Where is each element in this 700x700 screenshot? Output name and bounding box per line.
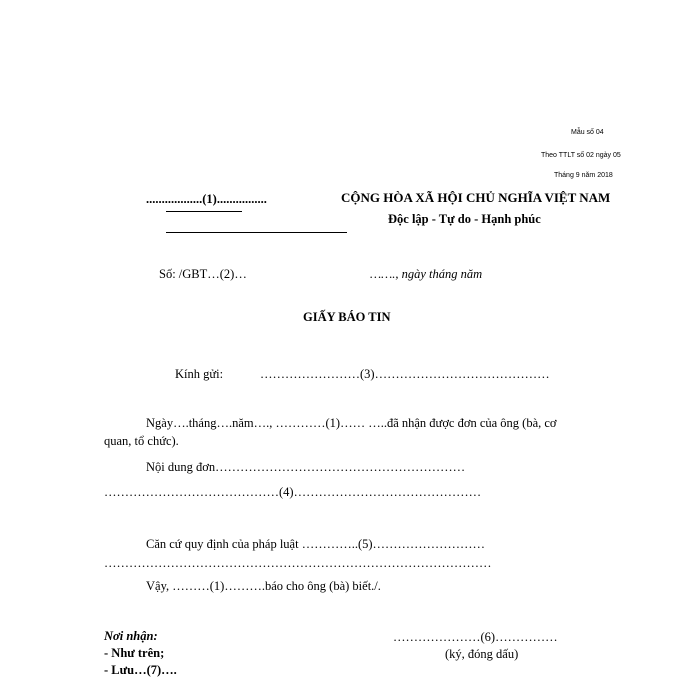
content-line-1: Nội dung đơn…………………………………………………… [146, 460, 466, 474]
issuer-rule [166, 232, 347, 233]
body-paragraph-1: Ngày….tháng….năm…., …………(1)…… …..đã nhận được đơn của ông (bà, cơ [146, 416, 557, 430]
signer-placeholder: …………………(6)…………… [393, 630, 558, 644]
reference-date: ……., ngày tháng năm [370, 267, 483, 281]
notice-line: Vậy, ………(1)……….báo cho ông (bà) biết./. [146, 579, 381, 593]
recipient-value: ……………………(3)…………………………………… [260, 367, 550, 381]
receivers-label: Nơi nhận: [104, 629, 158, 643]
body-paragraph-1-cont: quan, tổ chức). [104, 434, 179, 448]
signer-note: (ký, đóng dấu) [445, 647, 519, 661]
legal-basis-line-2: ………………………………………………………………………………… [104, 556, 492, 570]
form-date: Tháng 9 năm 2018 [554, 172, 613, 179]
form-legal-basis: Theo TTLT số 02 ngày 05 [541, 152, 621, 159]
receiver-item-2: - Lưu…(7)…. [104, 663, 177, 677]
national-title: CỘNG HÒA XÃ HỘI CHỦ NGHĨA VIỆT NAM [341, 190, 611, 205]
recipient-label: Kính gửi: [175, 367, 224, 381]
receiver-item-1: - Như trên; [104, 646, 165, 660]
form-number: Mẫu số 04 [571, 129, 604, 136]
content-line-2: ……………………………………(4)……………………………………… [104, 485, 482, 499]
national-motto: Độc lập - Tự do - Hạnh phúc [388, 212, 541, 226]
reference-number: Số: /GBT…(2)… [159, 267, 247, 281]
issuer-name: ..................(1)................ [146, 192, 267, 206]
document-title: GIẤY BÁO TIN [303, 310, 391, 324]
issuer-underline [166, 211, 242, 212]
legal-basis-line-1: Căn cứ quy định của pháp luật …………..(5)……………………… [146, 537, 486, 551]
